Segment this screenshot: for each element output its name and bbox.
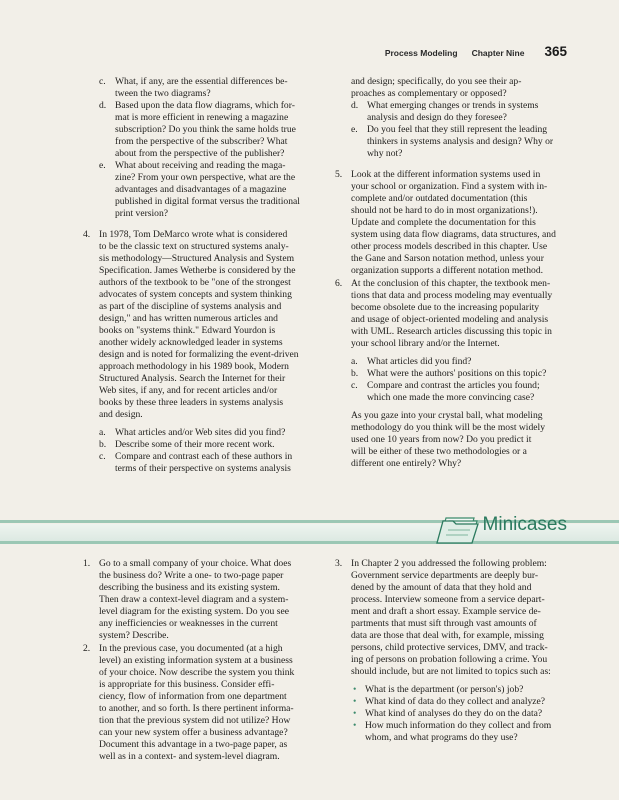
sub-question xyxy=(351,124,571,160)
text-line: the Gane and Sarson notation method, unless your xyxy=(351,253,544,264)
text-line: organization supports a different notation method. xyxy=(351,265,544,276)
text-line: advocates of system concepts and system thinking xyxy=(99,289,292,300)
text-line: ing of persons on probation following a crime. You xyxy=(351,654,548,665)
item-text xyxy=(367,356,571,368)
text-line: partments that must sift through vast amounts of xyxy=(351,618,537,629)
text-line: zine? From your own perspective, what are the xyxy=(115,172,296,183)
item-label: 6. xyxy=(335,278,343,289)
text-line: can your new system offer a business advantage? xyxy=(99,727,288,738)
text-line: describing the business and its existing system. xyxy=(99,582,280,593)
bullet-item xyxy=(353,684,571,696)
text-line: subscription? Do you think the same holds true xyxy=(115,124,296,135)
item-text xyxy=(351,169,571,277)
item-label: d. xyxy=(351,100,359,111)
sub-question xyxy=(99,160,323,220)
header-section: Process Modeling xyxy=(384,48,458,58)
text-line: about from the perspective of the publisher? xyxy=(115,148,285,159)
sub-question xyxy=(351,356,571,368)
item-text xyxy=(115,427,323,439)
closing-paragraph xyxy=(335,410,571,470)
text-line: What emerging changes or trends in systems xyxy=(367,100,539,111)
minicases-banner xyxy=(0,510,619,546)
text-line: Document this advantage in a two-page paper, as xyxy=(99,739,288,750)
sub-question xyxy=(99,451,323,475)
text-line: ment and draft a short essay. Example service de- xyxy=(351,606,541,617)
text-line: complete and/or outdated documentation (this xyxy=(351,193,528,204)
text-line: the business do? Write a one- to two-page paper xyxy=(99,570,284,581)
text-line: data are those that deal with, for example, missing xyxy=(351,630,544,641)
text-line: from the perspective of the subscriber? What xyxy=(115,136,288,147)
minicases-right-column xyxy=(335,558,571,745)
sub-question xyxy=(351,368,571,380)
text-line: will be either of these two methodologies or a xyxy=(351,446,527,457)
text-line: used one 10 years from now? Do you predict it xyxy=(351,434,532,445)
text-line: thinkers in systems analysis and design? Why or xyxy=(367,136,554,147)
text-line: Structured Analysis. Search the Internet for their xyxy=(99,373,286,384)
question-4 xyxy=(83,229,323,475)
text-line: proaches as complementary or opposed? xyxy=(351,88,507,99)
text-line: system using data flow diagrams, data structures, and xyxy=(351,229,556,240)
text-line: Based upon the data flow diagrams, which for- xyxy=(115,100,295,111)
text-line: published in digital format versus the traditional xyxy=(115,196,300,207)
continued-text xyxy=(335,76,571,100)
text-line: to be the classic text on structured systems analy- xyxy=(99,241,289,252)
item-label: 2. xyxy=(83,643,91,654)
right-column xyxy=(335,76,571,470)
item-label: e. xyxy=(99,160,106,171)
item-label: c. xyxy=(99,76,106,87)
question-6 xyxy=(335,278,571,350)
text-line: dened by the amount of data that they hold and xyxy=(351,582,532,593)
text-line: Do you feel that they still represent the leading xyxy=(367,124,548,135)
item-label: 5. xyxy=(335,169,343,180)
text-line: which one made the more convincing case? xyxy=(367,392,535,403)
text-line: terms of their perspective on systems analysis xyxy=(115,463,291,474)
text-line: Government service departments are deeply bur- xyxy=(351,570,539,581)
text-line: In Chapter 2 you addressed the following problem: xyxy=(351,558,547,569)
question-6-subitems xyxy=(351,356,571,404)
text-line: persons, child protective services, DMV, and track- xyxy=(351,642,548,653)
text-line: What articles did you find? xyxy=(367,356,472,367)
text-line: with UML. Research articles discussing this topic in xyxy=(351,326,552,337)
item-label: b. xyxy=(99,439,107,450)
text-line: sis methodology—Structured Analysis and System xyxy=(99,253,295,264)
text-line: your school library and/or the Internet. xyxy=(351,338,500,349)
text-line: whom, and what programs do they use? xyxy=(365,732,518,743)
text-line: Compare and contrast the articles you found; xyxy=(367,380,540,391)
text-line: level) an existing information system at a business xyxy=(99,655,293,666)
item-text xyxy=(115,160,323,220)
bullet-list xyxy=(353,684,571,744)
item-label: e. xyxy=(351,124,358,135)
text-line: At the conclusion of this chapter, the textbook men- xyxy=(351,278,551,289)
folder-icon xyxy=(434,510,484,546)
text-line: advantages and disadvantages of a magazine xyxy=(115,184,287,195)
question-4-subitems xyxy=(99,427,323,475)
item-text xyxy=(367,368,571,380)
bullet-item xyxy=(353,708,571,720)
text-line: system? Describe. xyxy=(99,630,169,641)
text-line: become obsolete due to the increasing popularity xyxy=(351,302,540,313)
bullet-item xyxy=(353,696,571,708)
text-line: other process models described in this chapter. Use xyxy=(351,241,548,252)
text-line: Then draw a context-level diagram and a system- xyxy=(99,594,289,605)
item-label: 1. xyxy=(83,558,91,569)
text-line: and usage of object-oriented modeling and analysis xyxy=(351,314,549,325)
text-line: What were the authors' positions on this topic? xyxy=(367,368,547,379)
item-label: c. xyxy=(351,380,358,391)
text-line: mat is more efficient in renewing a magazine xyxy=(115,112,289,123)
minicases-left-column xyxy=(83,558,323,764)
item-text xyxy=(115,439,323,451)
item-text xyxy=(99,643,323,763)
text-line: Go to a small company of your choice. What does xyxy=(99,558,292,569)
bullet-icon: • xyxy=(353,696,357,707)
minicase-item xyxy=(83,643,323,763)
text-line: should not be hard to do in most organizations!). xyxy=(351,205,538,216)
text-line: approach methodology in his 1989 book, Modern xyxy=(99,361,289,372)
text-line: any inefficiencies or weaknesses in the current xyxy=(99,618,278,629)
text-line: What kind of data do they collect and analyze? xyxy=(365,696,546,707)
text-line: How much information do they collect and from xyxy=(365,720,552,731)
item-label: c. xyxy=(99,451,106,462)
text-line: methodology do you think will be the most widely xyxy=(351,422,545,433)
bullet-icon: • xyxy=(353,684,357,695)
item-text xyxy=(115,100,323,160)
sub-question xyxy=(351,100,571,124)
text-line: level diagram for the existing system. Do you see xyxy=(99,606,289,617)
text-line: tween the two diagrams? xyxy=(115,88,211,99)
item-label: d. xyxy=(99,100,107,111)
text-line: design," and has written numerous articles and xyxy=(99,313,278,324)
item-label: 4. xyxy=(83,229,91,240)
text-line: In 1978, Tom DeMarco wrote what is considered xyxy=(99,229,288,240)
text-line: as part of the discipline of systems analysis and xyxy=(99,301,282,312)
left-column xyxy=(83,76,323,476)
item-label: b. xyxy=(351,368,359,379)
text-line: to another, and so forth. Is there pertinent informa- xyxy=(99,703,294,714)
item-label: 3. xyxy=(335,558,343,569)
item-text xyxy=(115,451,323,475)
spacer xyxy=(83,220,323,229)
sub-question xyxy=(99,100,323,160)
item-text xyxy=(367,380,571,404)
minicase-item xyxy=(83,558,323,642)
banner-rule-bottom xyxy=(0,541,619,544)
text-line: design and is noted for formalizing the event-driven xyxy=(99,349,299,360)
text-line: Describe some of their more recent work. xyxy=(115,439,275,450)
text-line: What kind of analyses do they do on the data? xyxy=(365,708,543,719)
minicase-item xyxy=(335,558,571,744)
text-line: process. Interview someone from a service depart- xyxy=(351,594,545,605)
text-line: What, if any, are the essential differences be- xyxy=(115,76,288,87)
text-line: why not? xyxy=(367,148,403,159)
text-line: Look at the different information systems used in xyxy=(351,169,541,180)
spacer xyxy=(335,160,571,169)
bullet-icon: • xyxy=(353,720,357,731)
text-line: Specification. James Wetherbe is considered by the xyxy=(99,265,296,276)
text-line: Update and complete the documentation for this xyxy=(351,217,536,228)
text-line: of your choice. Now describe the system you think xyxy=(99,667,295,678)
bullet-icon: • xyxy=(353,708,357,719)
text-line: should include, but are not limited to topics such as: xyxy=(351,666,551,677)
item-text xyxy=(99,229,323,421)
item-text xyxy=(367,100,571,124)
item-label: a. xyxy=(99,427,106,438)
text-line: What about receiving and reading the maga- xyxy=(115,160,286,171)
minicases-title: Minicases xyxy=(482,514,567,535)
text-line: well as in a context- and system-level diagram. xyxy=(99,751,280,762)
page-number: 365 xyxy=(544,44,567,59)
running-header xyxy=(385,44,567,59)
text-line: print version? xyxy=(115,208,169,219)
text-line: Compare and contrast each of these authors in xyxy=(115,451,293,462)
sub-question xyxy=(99,76,323,100)
header-chapter: Chapter Nine xyxy=(471,48,525,58)
text-line: Web sites, if any, and for recent articles and/or xyxy=(99,385,278,396)
bullet-item xyxy=(353,720,571,744)
text-line: analysis and design do they foresee? xyxy=(367,112,507,123)
text-line: another widely acknowledged leader in systems xyxy=(99,337,283,348)
sub-question xyxy=(99,439,323,451)
text-line: What articles and/or Web sites did you find? xyxy=(115,427,286,438)
text-line: As you gaze into your crystal ball, what modeling xyxy=(351,410,543,421)
sub-question xyxy=(351,380,571,404)
item-text xyxy=(351,558,571,678)
text-line: books by these three leaders in systems analysis xyxy=(99,397,284,408)
item-text xyxy=(99,558,323,642)
sub-question xyxy=(99,427,323,439)
item-text xyxy=(367,124,571,160)
item-text xyxy=(351,278,571,350)
text-line: In the previous case, you documented (at a high xyxy=(99,643,283,654)
text-line: tion that the previous system did not utilize? How xyxy=(99,715,291,726)
text-line: What is the department (or person's) job? xyxy=(365,684,524,695)
item-label: a. xyxy=(351,356,358,367)
question-5 xyxy=(335,169,571,277)
item-text xyxy=(115,76,323,100)
text-line: and design; specifically, do you see their ap- xyxy=(351,76,522,87)
text-line: books on "systems think." Edward Yourdon is xyxy=(99,325,276,336)
text-line: your school or organization. Find a system with in- xyxy=(351,181,548,192)
text-line: and design. xyxy=(99,409,143,420)
text-line: authors of the textbook to be "one of the strongest xyxy=(99,277,291,288)
text-line: is appropriate for this business. Consider effi- xyxy=(99,679,275,690)
text-line: ciency, flow of information from one department xyxy=(99,691,287,702)
text-line: different one entirely? Why? xyxy=(351,458,462,469)
text-line: tions that data and process modeling may eventually xyxy=(351,290,553,301)
